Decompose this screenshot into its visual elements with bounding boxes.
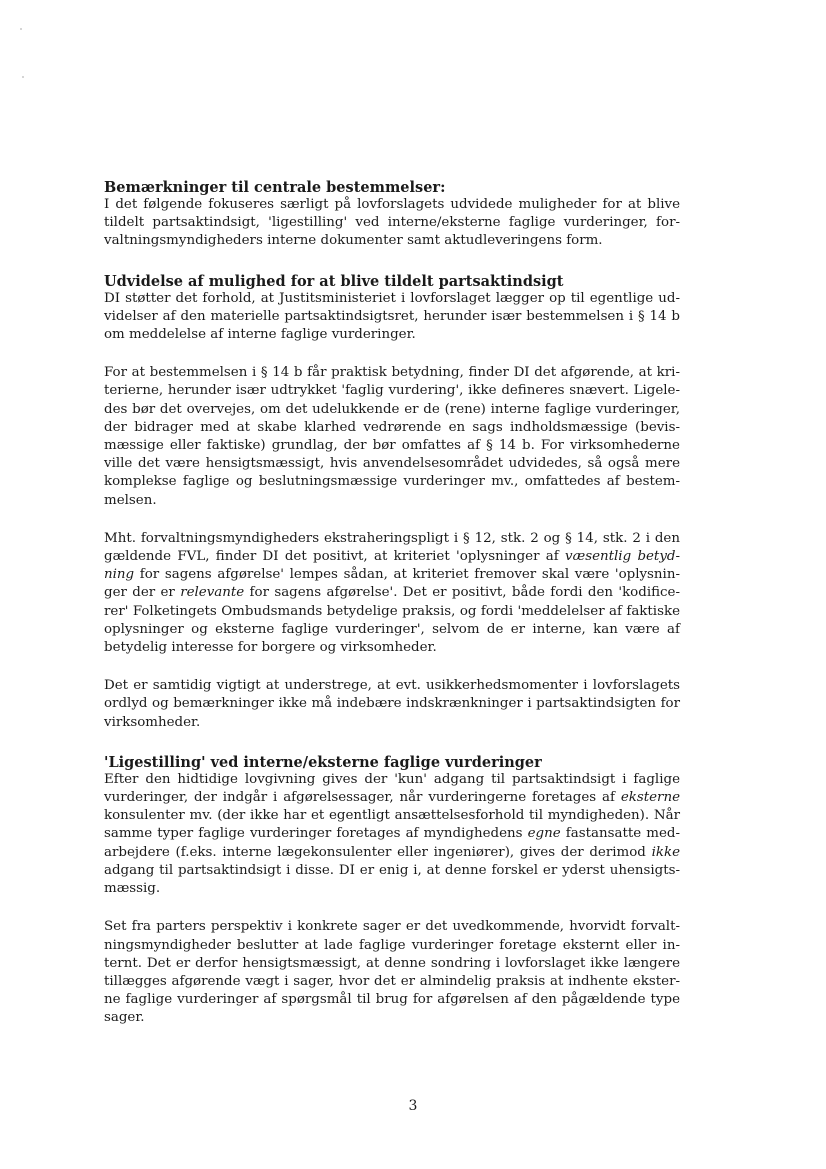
section-heading: Bemærkninger til centrale bestemmelser: xyxy=(104,179,446,196)
document-body xyxy=(104,179,680,1050)
paragraph-text: adgang til partsaktindsigt i disse. DI er enig i, at denne forskel er yderst uhensigtsmæssig. xyxy=(104,862,680,897)
body-paragraph xyxy=(104,196,680,251)
paragraph-text: for sagens afgørelse' lempes sådan, at kriteriet fremover skal være 'oplysninger der er xyxy=(104,567,680,601)
italic-text: væsentlig betydning xyxy=(104,549,680,583)
paragraph-text: Set fra parters perspektiv i konkrete sager er det uvedkommende, hvorvidt forvaltningsmyndigheder beslutter at lade faglige vurderinger foretage eksternt eller internt. Det er derfor hensigtsmæssigt, at denne sondring i lovforslaget ikke længere tillægges afgørende vægt i sager, hvor det er almindelig praksis at indhente eksterne faglige vurderinger af spørgsmål til brug for afgørelsen af den pågældende type sager. xyxy=(104,919,680,1026)
paragraph-text: DI støtter det forhold, at Justitsministeriet i lovforslaget lægger op til egentlige udvidelser af den materielle partsaktindsigtsret, herunder især bestemmelsen i § 14 b om meddelelse af interne faglige vurderinger. xyxy=(104,290,680,343)
body-paragraph xyxy=(104,677,680,732)
italic-text: ikke xyxy=(651,844,680,860)
body-paragraph xyxy=(104,918,680,1027)
paragraph-text: Det er samtidig vigtigt at understrege, at evt. usikkerhedsmomenter i lovforslagets ordlyd og bemærkninger ikke må indebære indskrænkninger i partsaktindsigten for virksomheder. xyxy=(104,678,680,730)
body-paragraph xyxy=(104,771,680,898)
italic-text: eksterne xyxy=(620,790,680,806)
paragraph-text: I det følgende fokuseres særligt på lovforslagets udvidede muligheder for at blive tildelt partsaktindsigt, 'ligestilling' ved interne/eksterne faglige vurderinger, forvaltningsmyndigheders interne dokumenter samt aktudleveringens form. xyxy=(104,197,680,249)
body-paragraph xyxy=(104,290,680,345)
scan-speck xyxy=(20,28,22,30)
paragraph-text: Efter den hidtidige lovgivning gives der 'kun' adgang til partsaktindsigt i faglige vurderinger, der indgår i afgørelsessager, når vurderingerne foretages af xyxy=(104,771,680,806)
body-paragraph xyxy=(104,530,680,657)
paragraph-text: For at bestemmelsen i § 14 b får praktisk betydning, finder DI det afgørende, at kriterierne, herunder især udtrykket 'faglig vurdering', ikke defineres snævert. Ligeledes bør det overvejes, om det udelukkende er de (rene) interne faglige vurderinger, der bidrager med at skabe klarhed vedrørende en sags indholdsmæssige (bevismæssige eller faktiske) grundlag, der bør omfattes af § 14 b. For virksomhederne ville det være hensigtsmæssigt, hvis anvendelsesområdet udvidedes, så også mere komplekse faglige og beslutningsmæssige vurderinger mv., omfattedes af bestemmelsen. xyxy=(104,365,680,508)
scan-speck xyxy=(22,76,24,78)
section xyxy=(104,754,680,1028)
body-paragraph xyxy=(104,364,680,510)
italic-text: egne xyxy=(527,826,561,842)
section xyxy=(104,273,680,732)
paragraph-text: konsulenter mv. (der ikke har et egentligt ansættelsesforhold til myndigheden). Når samme typer faglige vurderinger foretages af myndighedens xyxy=(104,808,680,842)
section-heading: Udvidelse af mulighed for at blive tildelt partsaktindsigt xyxy=(104,272,564,290)
page-number: 3 xyxy=(408,1098,418,1114)
section-heading: 'Ligestilling' ved interne/eksterne faglige vurderinger xyxy=(104,753,542,771)
italic-text: relevante xyxy=(180,585,245,601)
section xyxy=(104,179,680,251)
paragraph-text: fastansatte medarbejdere (f.eks. interne lægekonsulenter eller ingeniører), gives der derimod xyxy=(104,826,680,860)
paragraph-text: Mht. forvaltningsmyndigheders ekstraheringspligt i § 12, stk. 2 og § 14, stk. 2 i den gældende FVL, finder DI det positivt, at kriteriet 'oplysninger af xyxy=(104,530,680,565)
paragraph-text: for sagens afgørelse'. Det er positivt, både fordi den 'kodificerer' Folketingets Ombudsmands betydelige praksis, og fordi 'meddelelser af faktiske oplysninger og eksterne faglige vurderinger', selvom de er interne, kan være af betydelig interesse for borgere og virksomheder. xyxy=(104,585,680,656)
